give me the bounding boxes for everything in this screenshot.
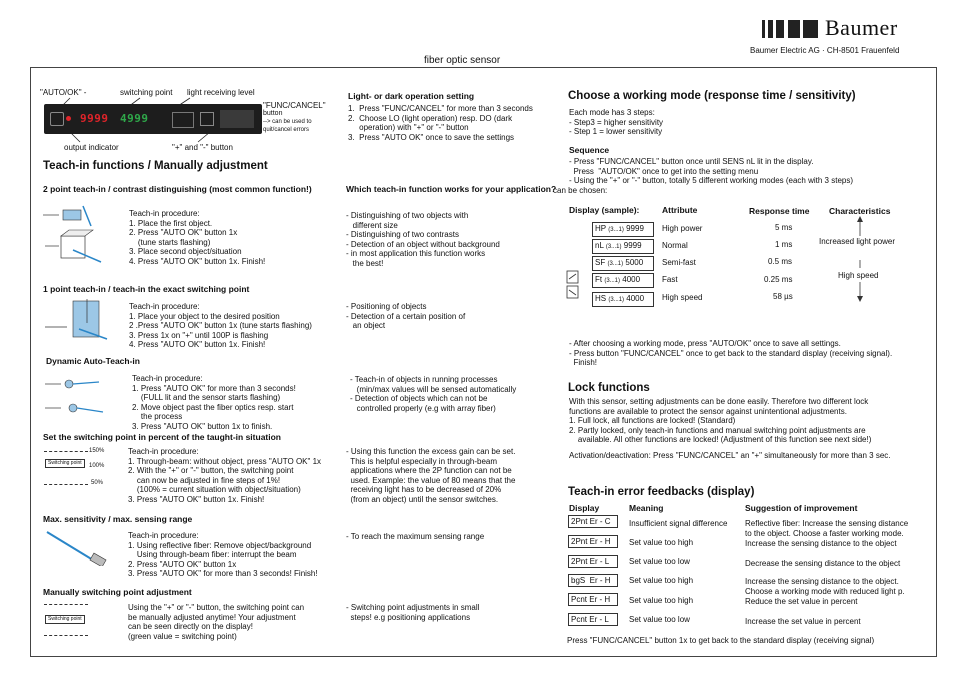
characteristics-arrows bbox=[855, 216, 865, 302]
error-meaning-2pnt-h: Set value too high bbox=[629, 538, 694, 547]
mode-display-nl: nL (3...1) 9999 bbox=[592, 239, 654, 254]
section-manual-application: - Switching point adjustments in small steps! e.g positioning applications bbox=[346, 603, 480, 622]
error-display-2pnt-l: 2Pnt Er - L bbox=[568, 555, 618, 568]
label-auto-ok: "AUTO/OK" - bbox=[40, 88, 87, 97]
mode-display-hp: HP (3...1) 9999 bbox=[592, 222, 654, 237]
error-suggestion-2pnt-c: Reflective fiber: Increase the sensing distance to the object. Choose a faster working mode. bbox=[745, 519, 909, 538]
reflective-fiber-diagram bbox=[43, 202, 113, 268]
lock-activation: Activation/deactivation: Press "FUNC/CANCEL" an "+" simultaneously for more than 3 sec. bbox=[569, 451, 891, 460]
mode-col-attribute: Attribute bbox=[662, 205, 698, 215]
char-increased-light-power: Increased light power bbox=[819, 237, 896, 246]
mode-display-sf: SF (3...1) 5000 bbox=[592, 256, 654, 271]
section-dynamic-application: - Teach-in of objects in running processes (min/max values will be sensed automatically - Detection of objects which can not be controlled properly (e.g with array fiber) bbox=[350, 375, 517, 413]
lock-heading: Lock functions bbox=[568, 382, 650, 394]
mode-col-response: Response time bbox=[749, 206, 810, 216]
mode-attribute-ft: Fast bbox=[662, 275, 678, 284]
error-display-bgs-h: bgS Er - H bbox=[568, 574, 618, 587]
mode-attribute-hp: High power bbox=[662, 224, 703, 233]
error-suggestion-pcnt-h: Reduce the set value in percent bbox=[745, 597, 858, 606]
mode-col-display: Display (sample): bbox=[569, 205, 640, 215]
label-output-indicator: output indicator bbox=[64, 143, 119, 152]
errors-col-meaning: Meaning bbox=[629, 503, 664, 513]
section-percent-application: - Using this function the excess gain can be set. This is helpful especially in through-beam applications where the 2P function can not be used. Example: the value of 80 means that the receiving light has to be decreased of 20% (from an object) until the sensor switches. bbox=[346, 447, 516, 504]
char-high-speed: High speed bbox=[838, 271, 879, 280]
sequence-lines: - Press "FUNC/CANCEL" button once until SENS nL lit in the display. Press "AUTO/OK" once to get into the setting menu - Using the "+" or "-" button, totally 5 different working modes (each with 3 steps) can be chosen: bbox=[553, 157, 854, 195]
mode-col-characteristics: Characteristics bbox=[829, 206, 891, 216]
label-switching-point: switching point bbox=[120, 88, 173, 97]
mode-attribute-sf: Semi-fast bbox=[662, 258, 696, 267]
error-suggestion-bgs-h: Increase the sensing distance to the object. Choose a working mode with reduced light p. bbox=[745, 577, 905, 596]
mode-response-hp: 5 ms bbox=[775, 223, 793, 232]
mode-step-icons bbox=[566, 270, 582, 300]
section-percent-title: Set the switching point in percent of the taught-in situation bbox=[43, 432, 281, 442]
working-mode-heading: Choose a working mode (response time / sensitivity) bbox=[568, 90, 856, 102]
fiber-connector bbox=[220, 110, 254, 128]
working-mode-after: - After choosing a working mode, press "AUTO/OK" once to save all settings. - Press button "FUNC/CANCEL" once to get back to the standard display (receiving signal). Finish! bbox=[569, 339, 893, 367]
brand-logo-text: Baumer bbox=[825, 15, 898, 40]
section-2point-procedure: Teach-in procedure: 1. Place the first object. 2. Press "AUTO OK" button 1x (tune starts flashing) 3. Place second object/situation 4. Press "AUTO OK" button 1x. Finish! bbox=[129, 209, 266, 266]
section-max-application: - To reach the maximum sensing range bbox=[346, 532, 485, 541]
company-address: Baumer Electric AG · CH-8501 Frauenfeld bbox=[750, 46, 900, 55]
errors-col-display: Display bbox=[569, 503, 600, 513]
percent-label-100: 100% bbox=[89, 463, 105, 469]
section-max-procedure: Teach-in procedure: 1. Using reflective fiber: Remove object/background Using through-beam fiber: interrupt the beam 2. Press "AUTO OK" button 1x 3. Press "AUTO OK" for more than 3 seconds! Finish! bbox=[128, 531, 318, 578]
document-title: fiber optic sensor bbox=[424, 55, 501, 66]
max-range-diagram bbox=[43, 528, 113, 566]
func-cancel-button[interactable] bbox=[200, 112, 214, 126]
mode-response-ft: 0.25 ms bbox=[764, 275, 793, 284]
output-indicator-led bbox=[66, 116, 71, 121]
error-display-pcnt-h: Pcnt Er - H bbox=[568, 593, 618, 606]
error-suggestion-2pnt-l: Decrease the sensing distance to the object bbox=[745, 559, 901, 568]
error-meaning-pcnt-h: Set value too high bbox=[629, 596, 694, 605]
error-meaning-pcnt-l: Set value too low bbox=[629, 615, 690, 624]
sensor-amplifier bbox=[44, 104, 262, 134]
section-manual-title: Manually switching point adjustment bbox=[43, 587, 192, 597]
label-func-cancel: "FUNC/CANCEL" button --> can be used to quit/cancel errors bbox=[263, 101, 326, 133]
section-2point-application: - Distinguishing of two objects with different size - Distinguishing of two contrasts - Detection of an object without background - in most application this function works the best! bbox=[346, 211, 500, 268]
mode-display-ft: Ft (3...1) 4000 bbox=[592, 273, 654, 288]
error-meaning-bgs-h: Set value too high bbox=[629, 576, 694, 585]
which-function-heading: Which teach-in function works for your application? bbox=[346, 184, 557, 194]
light-dark-heading: Light- or dark operation setting bbox=[348, 91, 475, 101]
percent-scale bbox=[44, 451, 88, 485]
auto-ok-button[interactable] bbox=[50, 112, 64, 126]
errors-footer: Press "FUNC/CANCEL" button 1x to get back to the standard display (receiving signal) bbox=[567, 636, 875, 645]
mode-display-hs: HS (3...1) 4000 bbox=[592, 292, 654, 307]
teach-in-heading: Teach-in functions / Manually adjustment bbox=[43, 160, 268, 172]
display-switching-point: 4999 bbox=[120, 112, 149, 125]
percent-label-50: 50% bbox=[91, 480, 104, 486]
section-percent-procedure: Teach-in procedure: 1. Through-beam: without object, press "AUTO OK" 1x 2. With the "+" or "-" button, the switching point can now be adjusted in fine steps of 1%! (100% = current situation with object/situation) 3. Press "AUTO OK" button 1x. Finish! bbox=[128, 447, 322, 504]
switching-point-label: Switching point bbox=[45, 459, 85, 468]
mode-attribute-hs: High speed bbox=[662, 293, 703, 302]
mode-response-nl: 1 ms bbox=[775, 240, 793, 249]
mode-response-sf: 0.5 ms bbox=[768, 257, 793, 266]
label-plus-minus: "+" and "-" button bbox=[172, 143, 233, 152]
error-meaning-2pnt-c: Insufficient signal difference bbox=[629, 519, 728, 528]
section-1point-procedure: Teach-in procedure: 1. Place your object to the desired position 2 .Press "AUTO OK" button 1x (tune starts flashing) 3. Press 1x on "+" until 100P is flashing 4. Press "AUTO OK" button 1x. Finish! bbox=[129, 302, 312, 349]
section-manual-procedure: Using the "+" or "-" button, the switching point can be manually adjusted anytime! Your adjustment can be seen directly on the display! (green value = switching point) bbox=[128, 603, 305, 641]
manual-switching-point-label: Switching point bbox=[45, 615, 85, 624]
percent-label-150: 150% bbox=[89, 448, 105, 454]
mode-attribute-nl: Normal bbox=[662, 241, 688, 250]
dynamic-teach-diagram bbox=[43, 372, 113, 422]
errors-heading: Teach-in error feedbacks (display) bbox=[568, 486, 755, 498]
working-mode-intro: Each mode has 3 steps: - Step3 = higher sensitivity - Step 1 = lower sensitivity bbox=[569, 108, 664, 136]
error-suggestion-2pnt-h: Increase the sensing distance to the object bbox=[745, 539, 897, 548]
light-dark-steps: 1. Press "FUNC/CANCEL" for more than 3 seconds 2. Choose LO (light operation) resp. DO (dark operation) with "+" or "-" button 3. Press "AUTO OK" once to save the settings bbox=[348, 104, 533, 142]
plus-minus-button[interactable] bbox=[172, 112, 194, 128]
section-1point-application: - Positioning of objects - Detection of a certain position of an object bbox=[346, 302, 466, 330]
error-display-2pnt-c: 2Pnt Er - C bbox=[568, 515, 618, 528]
mode-response-hs: 58 µs bbox=[773, 292, 793, 301]
positioning-diagram bbox=[43, 297, 113, 343]
label-light-level: light receiving level bbox=[187, 88, 255, 97]
error-suggestion-pcnt-l: Increase the set value in percent bbox=[745, 617, 861, 626]
error-display-2pnt-h: 2Pnt Er - H bbox=[568, 535, 618, 548]
sequence-heading: Sequence bbox=[569, 145, 610, 155]
section-1point-title: 1 point teach-in / teach-in the exact switching point bbox=[43, 284, 250, 294]
section-dynamic-procedure: Teach-in procedure: 1. Press "AUTO OK" for more than 3 seconds! (FULL lit and the sensor starts flashing) 2. Move object past the fiber optics resp. start the process 3. Press "AUTO OK" button 1x to finish. bbox=[132, 374, 296, 431]
brand-logo-bars bbox=[762, 20, 818, 38]
section-2point-title: 2 point teach-in / contrast distinguishing (most common function!) bbox=[43, 184, 312, 194]
section-dynamic-title: Dynamic Auto-Teach-in bbox=[46, 356, 140, 366]
errors-col-suggestion: Suggestion of improvement bbox=[745, 503, 858, 513]
lock-lines: With this sensor, setting adjustments can be done easily. Therefore two different lock functions are available to protect the sensor against unintentional adjustments. 1. Full lock, all functions are locked! (Standard) 2. Partly locked, only teach-in functions and manual switching point adjustments are available. All other functions are locked! (Adjustment of this function see next side!) bbox=[569, 397, 872, 444]
display-receiving-value: 9999 bbox=[80, 112, 109, 125]
section-max-title: Max. sensitivity / max. sensing range bbox=[43, 514, 193, 524]
error-meaning-2pnt-l: Set value too low bbox=[629, 557, 690, 566]
error-display-pcnt-l: Pcnt Er - L bbox=[568, 613, 618, 626]
